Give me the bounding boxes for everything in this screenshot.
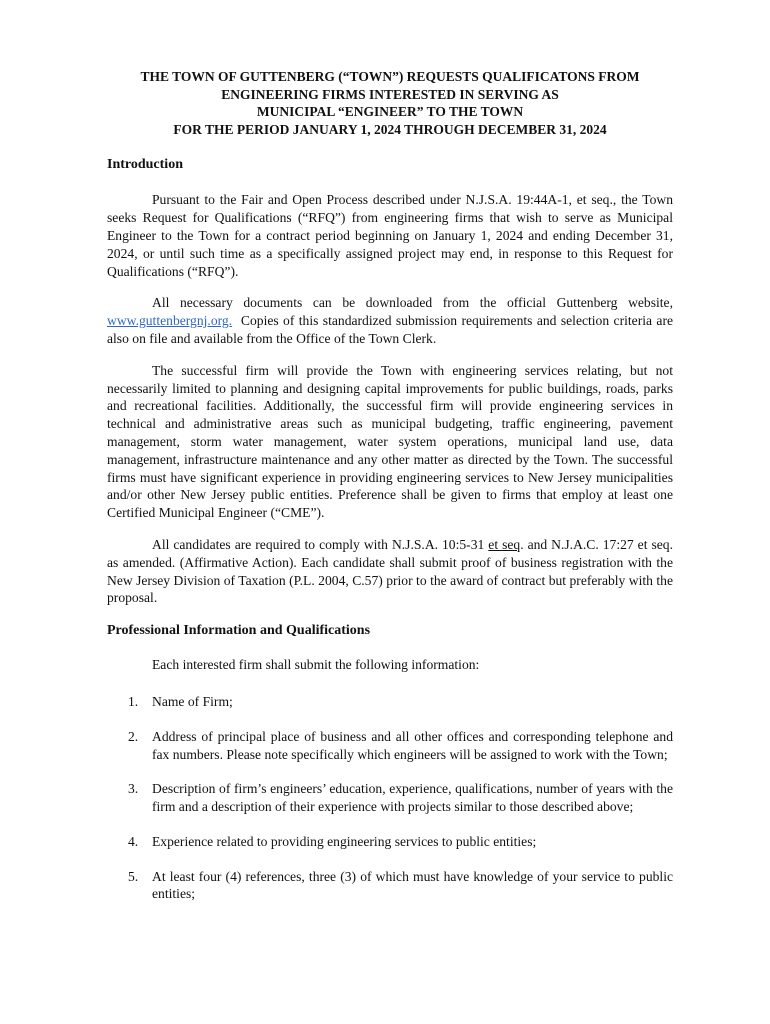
intro-paragraph-2 <box>107 294 673 347</box>
list-text: Experience related to providing engineering services to public entities; <box>152 833 537 849</box>
professional-lead: Each interested firm shall submit the following information: <box>152 657 480 673</box>
title-line: THE TOWN OF GUTTENBERG (“TOWN”) REQUESTS QUALIFICATONS FROM <box>140 69 640 84</box>
introduction-heading: Introduction <box>107 157 183 173</box>
list-number: 3. <box>128 781 139 797</box>
list-number: 2. <box>128 728 139 744</box>
title-line: FOR THE PERIOD JANUARY 1, 2024 THROUGH DECEMBER 31, 2024 <box>173 121 607 137</box>
underlined-text: et seq <box>488 536 521 552</box>
intro-paragraph-4 <box>107 536 673 607</box>
list-text: Address of principal place of business and all other offices and corresponding telephone and fax numbers. Please note specifically which engineers will be assigned to work with the Town; <box>152 728 673 762</box>
professional-heading: Professional Information and Qualifications <box>107 623 371 639</box>
paragraph-text: Copies of this standardized submission requirements and selection criteria are also on file and available from the Office of the Town Clerk. <box>107 313 674 346</box>
list-text: Description of firm’s engineers’ education, experience, qualifications, number of years with the firm and a description of their experience with projects similar to those described above; <box>152 781 673 815</box>
list-item <box>107 780 673 816</box>
list-number: 5. <box>128 868 139 884</box>
title-line: ENGINEERING FIRMS INTERESTED IN SERVING AS <box>221 86 559 102</box>
list-item <box>107 833 673 851</box>
paragraph-text: . and N.J.A.C. 17:27 et seq. as amended. (Affirmative Action). Each candidate shall submit proof of business registration with the New Jersey Division of Taxation (P.L. 2004, C.57) prior to the award of contract but preferably with the proposal. <box>107 536 673 606</box>
list-item <box>107 693 673 711</box>
website-link[interactable]: www.guttenbergnj.org. <box>107 313 233 329</box>
list-item <box>107 868 673 904</box>
list-number: 1. <box>128 693 139 709</box>
list-text: Name of Firm; <box>152 693 233 709</box>
list-item <box>107 728 673 764</box>
paragraph-text: All candidates are required to comply with N.J.S.A. 10:5-31 <box>152 536 485 552</box>
qualification-list <box>107 693 673 903</box>
list-number: 4. <box>128 833 139 849</box>
list-text: At least four (4) references, three (3) of which must have knowledge of your service to public entities; <box>152 868 673 902</box>
intro-paragraph-3: The successful firm will provide the Town with engineering services relating, but not necessarily limited to planning and designing capital improvements for public buildings, roads, parks and recreational facilities. Additionally, the successful firm will provide engineering services in technical and administrative areas such as municipal budgeting, traffic engineering, pavement management, storm water management, water system operations, municipal land use, data management, infrastructure maintenance and any other matter as directed by the Town. The successful firms must have significant experience in providing engineering services to New Jersey municipalities and/or other New Jersey public entities. Preference shall be given to firms that employ at least one Certified Municipal Engineer (“CME”). <box>107 362 673 521</box>
paragraph-text: All necessary documents can be downloaded from the official Guttenberg website, <box>152 295 673 311</box>
title-line: MUNICIPAL “ENGINEER” TO THE TOWN <box>256 104 524 120</box>
intro-paragraph-1: Pursuant to the Fair and Open Process described under N.J.S.A. 19:44A-1, et seq., the Town seeks Request for Qualifications (“RFQ”) from engineering firms that wish to serve as Municipal Engineer to the Town for a contract period beginning on January 1, 2024 and ending December 31, 2024, or until such time as a specifically assigned project may end, in response to this Request for Qualifications (“RFQ”). <box>107 192 673 279</box>
document-title <box>107 68 673 138</box>
